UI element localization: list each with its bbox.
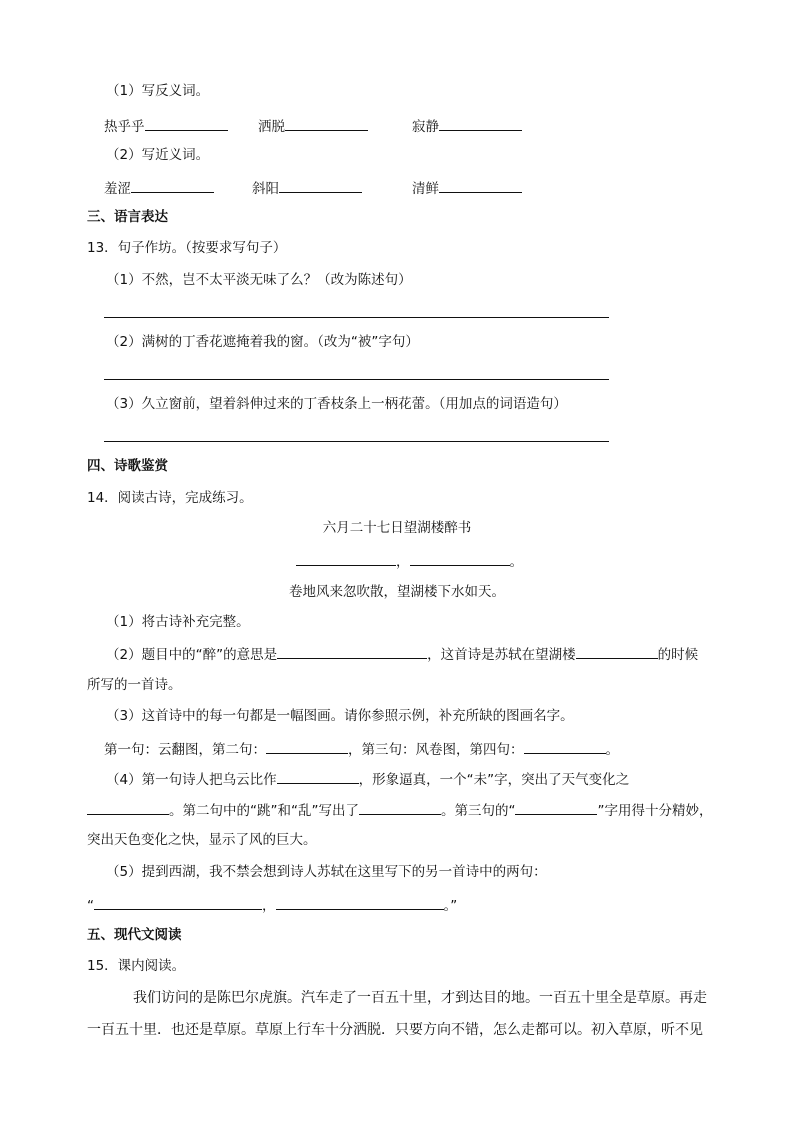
comma: ，: [396, 554, 410, 570]
answer-blank[interactable]: [277, 768, 359, 784]
answer-blank[interactable]: [276, 894, 444, 910]
answer-blank[interactable]: [279, 177, 362, 193]
q14-s1: （1）将古诗补充完整。: [106, 614, 250, 630]
poem-title: 六月二十七日望湖楼醉书: [322, 520, 472, 536]
section-heading: 三、语言表达: [87, 209, 168, 225]
answer-blank[interactable]: [94, 894, 262, 910]
answer-line[interactable]: [104, 379, 609, 380]
synonym-row: [412, 177, 522, 199]
q14-s2-cont: 所写的一首诗。: [87, 677, 182, 693]
antonym-word: 热乎乎: [104, 119, 145, 135]
q14-s3: （3）这首诗中的每一句都是一幅图画。请你参照示例，补充所缺的图画名字。: [106, 708, 574, 724]
q14-stem: 14．阅读古诗，完成练习。: [87, 490, 253, 506]
antonym-row: [412, 115, 522, 137]
q13-s1: （1）不然，岂不太平淡无味了么？（改为陈述句）: [106, 272, 412, 288]
answer-blank[interactable]: [524, 738, 606, 754]
synonym-word: 斜阳: [252, 181, 279, 197]
answer-blank[interactable]: [285, 115, 368, 131]
answer-blank[interactable]: [410, 550, 510, 566]
q12-sub2: （2）写近义词。: [106, 147, 210, 163]
answer-line[interactable]: [104, 317, 609, 318]
q14-s4: （4）第一句诗人把乌云比作 ，形象逼真，一个“未”字，突出了天气变化之: [106, 768, 629, 790]
antonym-word: 洒脱: [258, 119, 285, 135]
synonym-row: [252, 177, 362, 199]
synonym-word: 羞涩: [104, 181, 131, 197]
q13-s2: （2）满树的丁香花遮掩着我的窗。（改为“被”字句）: [106, 334, 419, 350]
answer-blank[interactable]: [145, 115, 228, 131]
section-heading: 五、现代文阅读: [87, 927, 182, 943]
q14-s5: （5）提到西湖，我不禁会想到诗人苏轼在这里写下的另一首诗中的两句：: [106, 864, 547, 880]
antonym-row: [258, 115, 368, 137]
q14-s2: （2）题目中的“醉”的意思是 ，这首诗是苏轼在望湖楼 的时候: [106, 643, 698, 665]
synonym-word: 清鲜: [412, 181, 439, 197]
answer-blank[interactable]: [87, 799, 169, 815]
q12-sub1: （1）写反义词。: [106, 83, 210, 99]
q14-s4-end: 突出天色变化之快，显示了风的巨大。: [87, 832, 317, 848]
poem-line1: [296, 550, 523, 572]
answer-blank[interactable]: [296, 550, 396, 566]
answer-blank[interactable]: [576, 643, 658, 659]
passage-line: 我们访问的是陈巴尔虎旗。汽车走了一百五十里，才到达目的地。一百五十里全是草原。再走: [133, 990, 707, 1006]
q14-s5-answers: “ ， 。”: [87, 894, 457, 916]
q15-stem: 15．课内阅读。: [87, 958, 186, 974]
section-heading: 四、诗歌鉴赏: [87, 458, 168, 474]
poem-line2: 卷地风来忽吹散，望湖楼下水如天。: [289, 584, 505, 600]
answer-blank[interactable]: [277, 643, 427, 659]
q13-s3: （3）久立窗前，望着斜伸过来的丁香枝条上一柄花蕾。（用加点的词语造句）: [106, 396, 567, 412]
answer-blank[interactable]: [266, 738, 348, 754]
antonym-word: 寂静: [412, 119, 439, 135]
passage-line: 一百五十里．也还是草原。草原上行车十分洒脱．只要方向不错，怎么走都可以。初入草原，听不见: [87, 1022, 703, 1038]
answer-blank[interactable]: [359, 799, 441, 815]
antonym-row: [104, 115, 228, 137]
synonym-row: [104, 177, 214, 199]
period: 。: [509, 554, 523, 570]
answer-blank[interactable]: [515, 799, 597, 815]
q14-s4-cont: 。第二句中的“跳”和“乱”写出了 。第三句的“ ”字用得十分精妙，: [87, 799, 712, 821]
q14-s3-answers: 第一句：云翻图，第二句： ，第三句：风卷图，第四句： 。: [104, 738, 619, 760]
answer-line[interactable]: [104, 441, 609, 442]
q13-stem: 13．句子作坊。（按要求写句子）: [87, 240, 287, 256]
answer-blank[interactable]: [131, 177, 214, 193]
answer-blank[interactable]: [439, 177, 522, 193]
answer-blank[interactable]: [439, 115, 522, 131]
